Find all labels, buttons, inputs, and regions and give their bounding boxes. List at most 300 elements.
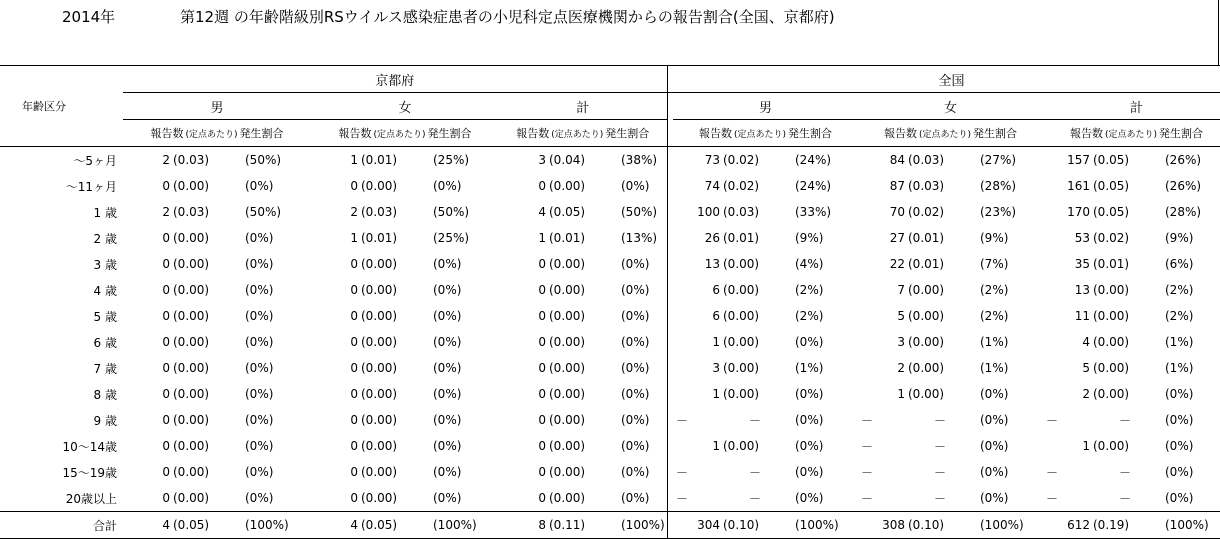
count-cell: 0 bbox=[350, 439, 358, 453]
rate-cell: (0.05) bbox=[173, 512, 237, 539]
pct-cell: (0%) bbox=[621, 179, 650, 193]
pct-cell: (1%) bbox=[980, 361, 1009, 375]
pct-cell: (7%) bbox=[980, 257, 1009, 271]
count-cell: 1 bbox=[1082, 439, 1090, 453]
count-cell: 0 bbox=[538, 439, 546, 453]
age-cell: 2 歳 bbox=[93, 231, 117, 246]
count-cell: 27 bbox=[889, 231, 905, 245]
count-cell: 170 bbox=[1067, 205, 1090, 219]
pct-cell: (0%) bbox=[795, 465, 824, 479]
count-cell: 100 bbox=[697, 205, 720, 219]
rate-cell: (0.00) bbox=[361, 361, 398, 375]
pct-cell: (25%) bbox=[433, 231, 470, 245]
rate-cell: (0.00) bbox=[361, 439, 398, 453]
pct-cell: (0%) bbox=[245, 387, 274, 401]
rate-cell: (0.01) bbox=[1093, 257, 1130, 271]
pct-cell: (0%) bbox=[1165, 439, 1194, 453]
pct-cell: (100%) bbox=[1157, 512, 1220, 539]
rate-cell: (0.01) bbox=[361, 231, 398, 245]
pct-cell: (0%) bbox=[621, 283, 650, 297]
pct-cell: (2%) bbox=[980, 283, 1009, 297]
count-cell: 1 bbox=[897, 387, 905, 401]
rate-cell: (0.00) bbox=[549, 491, 586, 505]
count-cell: 3 bbox=[897, 335, 905, 349]
rate-cell: (0.00) bbox=[173, 465, 210, 479]
rate-cell: (0.03) bbox=[908, 153, 945, 167]
count-cell: 0 bbox=[350, 335, 358, 349]
count-cell: 0 bbox=[162, 257, 170, 271]
pct-cell: (0%) bbox=[245, 257, 274, 271]
age-cell: 9 歳 bbox=[93, 413, 117, 428]
rate-cell: (0.00) bbox=[549, 179, 586, 193]
report-table bbox=[0, 65, 1220, 539]
count-cell: 0 bbox=[162, 413, 170, 427]
pct-cell: (0%) bbox=[621, 465, 650, 479]
rate-cell: (0.00) bbox=[1093, 309, 1130, 323]
rate-cell: (0.03) bbox=[173, 153, 210, 167]
table-row bbox=[0, 355, 1220, 381]
pct-cell: (0%) bbox=[245, 283, 274, 297]
pct-cell: (0%) bbox=[621, 257, 650, 271]
count-cell: 1 bbox=[538, 231, 546, 245]
rate-cell: (0.00) bbox=[1093, 283, 1130, 297]
count-cell: 0 bbox=[538, 361, 546, 375]
pct-cell: (24%) bbox=[795, 179, 832, 193]
pct-cell: (0%) bbox=[795, 491, 824, 505]
count-cell: 0 bbox=[350, 491, 358, 505]
rate-cell: (0.00) bbox=[723, 335, 760, 349]
count-cell: 11 bbox=[1074, 309, 1090, 323]
rate-cell: (0.00) bbox=[723, 387, 760, 401]
count-cell: 304 bbox=[673, 512, 723, 539]
rate-cell: － bbox=[933, 439, 946, 454]
rate-cell: (0.00) bbox=[173, 439, 210, 453]
count-cell: 0 bbox=[350, 465, 358, 479]
pct-cell: (2%) bbox=[1165, 309, 1194, 323]
rate-cell: (0.10) bbox=[723, 512, 787, 539]
rate-cell: － bbox=[1118, 491, 1131, 506]
rate-cell: (0.05) bbox=[1093, 205, 1130, 219]
pct-cell: (50%) bbox=[245, 205, 282, 219]
pct-cell: (33%) bbox=[795, 205, 832, 219]
rate-cell: (0.00) bbox=[549, 465, 586, 479]
sub-header-group bbox=[673, 120, 858, 147]
table-row bbox=[0, 459, 1220, 485]
sub-header-rate: (定点あたり) bbox=[918, 129, 972, 140]
sub-header-rate: (定点あたり) bbox=[733, 129, 787, 140]
sex-header-row bbox=[0, 93, 1220, 120]
pct-cell: (50%) bbox=[433, 205, 470, 219]
count-cell: 87 bbox=[889, 179, 905, 193]
pct-cell: (100%) bbox=[237, 512, 311, 539]
rate-cell: (0.00) bbox=[549, 413, 586, 427]
rate-cell: (0.00) bbox=[723, 439, 760, 453]
rate-cell: (0.05) bbox=[1093, 153, 1130, 167]
count-cell: 612 bbox=[1043, 512, 1093, 539]
pct-cell: (0%) bbox=[795, 335, 824, 349]
pct-cell: (13%) bbox=[621, 231, 658, 245]
pct-cell: (25%) bbox=[433, 153, 470, 167]
pct-cell: (0%) bbox=[245, 491, 274, 505]
count-cell: － bbox=[676, 413, 689, 428]
count-cell: 35 bbox=[1074, 257, 1090, 271]
rate-cell: (0.00) bbox=[549, 335, 586, 349]
pct-cell: (0%) bbox=[245, 439, 274, 453]
count-cell: 4 bbox=[123, 512, 173, 539]
rate-cell: (0.00) bbox=[549, 309, 586, 323]
rate-cell: (0.00) bbox=[361, 309, 398, 323]
count-cell: 0 bbox=[538, 413, 546, 427]
pct-cell: (0%) bbox=[245, 361, 274, 375]
pct-cell: (0%) bbox=[245, 465, 274, 479]
count-cell: 0 bbox=[162, 335, 170, 349]
rate-cell: － bbox=[748, 413, 761, 428]
pct-cell: (0%) bbox=[433, 335, 462, 349]
rate-cell: (0.00) bbox=[723, 283, 760, 297]
count-cell: 2 bbox=[162, 153, 170, 167]
rate-cell: (0.00) bbox=[723, 257, 760, 271]
sub-header-rate: (定点あたり) bbox=[1104, 129, 1158, 140]
pct-cell: (0%) bbox=[433, 283, 462, 297]
pct-cell: (28%) bbox=[1165, 205, 1202, 219]
table-row bbox=[0, 433, 1220, 459]
table-row bbox=[0, 147, 1220, 174]
sex-header-kyoto-male: 男 bbox=[123, 93, 311, 120]
sub-header-rate: (定点あたり) bbox=[373, 129, 426, 140]
table-row bbox=[0, 329, 1220, 355]
count-cell: 0 bbox=[162, 309, 170, 323]
pct-cell: (0%) bbox=[621, 439, 650, 453]
count-cell: 1 bbox=[712, 335, 720, 349]
count-cell: 1 bbox=[712, 387, 720, 401]
sex-header-national-total: 計 bbox=[1043, 93, 1220, 120]
rate-cell: － bbox=[748, 491, 761, 506]
pct-cell: (0%) bbox=[795, 413, 824, 427]
rate-cell: (0.00) bbox=[723, 309, 760, 323]
pct-cell: (0%) bbox=[795, 439, 824, 453]
pct-cell: (0%) bbox=[621, 413, 650, 427]
rate-cell: (0.00) bbox=[173, 387, 210, 401]
count-cell: 73 bbox=[704, 153, 720, 167]
count-cell: 0 bbox=[538, 309, 546, 323]
pct-cell: (0%) bbox=[1165, 387, 1194, 401]
pct-cell: (0%) bbox=[433, 309, 462, 323]
count-cell: 0 bbox=[538, 283, 546, 297]
age-cell: 1 歳 bbox=[93, 205, 117, 220]
pct-cell: (0%) bbox=[621, 491, 650, 505]
count-cell: 0 bbox=[538, 465, 546, 479]
table-row bbox=[0, 199, 1220, 225]
rate-cell: － bbox=[933, 465, 946, 480]
title-row bbox=[0, 6, 1220, 28]
count-cell: 0 bbox=[162, 179, 170, 193]
pct-cell: (2%) bbox=[980, 309, 1009, 323]
sub-header-pct: 発生割合 bbox=[427, 127, 472, 140]
count-cell: 2 bbox=[897, 361, 905, 375]
rate-cell: (0.05) bbox=[549, 205, 586, 219]
count-cell: 0 bbox=[350, 387, 358, 401]
table-row bbox=[0, 407, 1220, 433]
count-cell: 0 bbox=[162, 361, 170, 375]
pct-cell: (0%) bbox=[245, 231, 274, 245]
pct-cell: (4%) bbox=[795, 257, 824, 271]
region-header-national: 全国 bbox=[673, 66, 1220, 93]
rate-cell: (0.00) bbox=[361, 335, 398, 349]
sub-header-pct: 発生割合 bbox=[1159, 127, 1204, 140]
pct-cell: (0%) bbox=[433, 439, 462, 453]
sub-header-pct: 発生割合 bbox=[239, 127, 284, 140]
rate-cell: － bbox=[1118, 413, 1131, 428]
count-cell: 4 bbox=[311, 512, 361, 539]
rate-cell: (0.00) bbox=[361, 283, 398, 297]
count-cell: 3 bbox=[712, 361, 720, 375]
table-row bbox=[0, 277, 1220, 303]
pct-cell: (0%) bbox=[433, 257, 462, 271]
pct-cell: (100%) bbox=[787, 512, 858, 539]
rate-cell: (0.00) bbox=[723, 361, 760, 375]
pct-cell: (0%) bbox=[245, 309, 274, 323]
sub-header-count: 報告数 bbox=[1069, 127, 1103, 140]
rate-cell: (0.00) bbox=[173, 179, 210, 193]
pct-cell: (50%) bbox=[245, 153, 282, 167]
pct-cell: (9%) bbox=[795, 231, 824, 245]
count-cell: 0 bbox=[162, 231, 170, 245]
rate-cell: － bbox=[1118, 465, 1131, 480]
rate-cell: (0.01) bbox=[908, 257, 945, 271]
rate-cell: (0.01) bbox=[549, 231, 586, 245]
rate-cell: － bbox=[933, 491, 946, 506]
sub-header-group bbox=[858, 120, 1043, 147]
age-cell: 7 歳 bbox=[93, 361, 117, 376]
pct-cell: (0%) bbox=[980, 439, 1009, 453]
count-cell: 0 bbox=[350, 413, 358, 427]
pct-cell: (0%) bbox=[245, 179, 274, 193]
count-cell: 0 bbox=[162, 387, 170, 401]
age-cell: 6 歳 bbox=[93, 335, 117, 350]
pct-cell: (0%) bbox=[433, 361, 462, 375]
rate-cell: (0.10) bbox=[908, 512, 972, 539]
age-cell: 合計 bbox=[0, 512, 123, 539]
rate-cell: (0.00) bbox=[361, 179, 398, 193]
count-cell: 0 bbox=[350, 309, 358, 323]
rate-cell: (0.03) bbox=[723, 205, 760, 219]
rate-cell: (0.00) bbox=[173, 257, 210, 271]
pct-cell: (1%) bbox=[795, 361, 824, 375]
rate-cell: (0.00) bbox=[908, 387, 945, 401]
count-cell: 0 bbox=[538, 387, 546, 401]
count-cell: 0 bbox=[162, 491, 170, 505]
rate-cell: (0.00) bbox=[549, 387, 586, 401]
rate-cell: (0.00) bbox=[1093, 387, 1130, 401]
rate-cell: (0.00) bbox=[173, 231, 210, 245]
sub-header-pct: 発生割合 bbox=[605, 127, 650, 140]
table-row bbox=[0, 251, 1220, 277]
pct-cell: (0%) bbox=[980, 465, 1009, 479]
rate-cell: (0.00) bbox=[361, 387, 398, 401]
count-cell: 7 bbox=[897, 283, 905, 297]
count-cell: － bbox=[676, 465, 689, 480]
sub-header-group bbox=[123, 120, 311, 147]
rate-cell: (0.00) bbox=[361, 413, 398, 427]
count-cell: － bbox=[1046, 465, 1059, 480]
count-cell: 6 bbox=[712, 309, 720, 323]
sub-header-count: 報告数 bbox=[516, 127, 550, 140]
count-cell: 308 bbox=[858, 512, 908, 539]
rate-cell: (0.00) bbox=[908, 335, 945, 349]
sub-header-pct: 発生割合 bbox=[973, 127, 1018, 140]
count-cell: 74 bbox=[704, 179, 720, 193]
pct-cell: (50%) bbox=[621, 205, 658, 219]
rate-cell: (0.01) bbox=[361, 153, 398, 167]
age-cell: 5 歳 bbox=[93, 309, 117, 324]
pct-cell: (0%) bbox=[1165, 491, 1194, 505]
rate-cell: － bbox=[748, 465, 761, 480]
pct-cell: (0%) bbox=[621, 335, 650, 349]
sex-header-kyoto-female: 女 bbox=[311, 93, 499, 120]
pct-cell: (0%) bbox=[433, 387, 462, 401]
count-cell: 5 bbox=[897, 309, 905, 323]
pct-cell: (0%) bbox=[795, 387, 824, 401]
rate-cell: (0.00) bbox=[1093, 439, 1130, 453]
sex-header-national-female: 女 bbox=[858, 93, 1043, 120]
count-cell: － bbox=[861, 465, 874, 480]
rate-cell: (0.00) bbox=[1093, 361, 1130, 375]
pct-cell: (100%) bbox=[972, 512, 1043, 539]
pct-cell: (9%) bbox=[1165, 231, 1194, 245]
pct-cell: (1%) bbox=[980, 335, 1009, 349]
pct-cell: (9%) bbox=[980, 231, 1009, 245]
pct-cell: (0%) bbox=[621, 387, 650, 401]
count-cell: 3 bbox=[538, 153, 546, 167]
rate-cell: (0.02) bbox=[1093, 231, 1130, 245]
pct-cell: (0%) bbox=[245, 413, 274, 427]
count-cell: 0 bbox=[350, 257, 358, 271]
pct-cell: (6%) bbox=[1165, 257, 1194, 271]
region-header-row bbox=[0, 66, 1220, 93]
rate-cell: (0.02) bbox=[723, 153, 760, 167]
count-cell: 1 bbox=[350, 153, 358, 167]
count-cell: － bbox=[861, 439, 874, 454]
count-cell: － bbox=[1046, 413, 1059, 428]
count-cell: 161 bbox=[1067, 179, 1090, 193]
pct-cell: (1%) bbox=[1165, 335, 1194, 349]
pct-cell: (24%) bbox=[795, 153, 832, 167]
pct-cell: (100%) bbox=[613, 512, 667, 539]
count-cell: 13 bbox=[704, 257, 720, 271]
count-cell: 84 bbox=[889, 153, 905, 167]
pct-cell: (0%) bbox=[1165, 465, 1194, 479]
pct-cell: (100%) bbox=[425, 512, 499, 539]
pct-cell: (0%) bbox=[621, 361, 650, 375]
pct-cell: (0%) bbox=[621, 309, 650, 323]
count-cell: 0 bbox=[538, 257, 546, 271]
count-cell: 2 bbox=[350, 205, 358, 219]
count-cell: 157 bbox=[1067, 153, 1090, 167]
sub-header-count: 報告数 bbox=[150, 127, 184, 140]
rate-cell: (0.05) bbox=[361, 512, 425, 539]
count-cell: 4 bbox=[538, 205, 546, 219]
rate-cell: (0.00) bbox=[173, 361, 210, 375]
rate-cell: (0.00) bbox=[549, 361, 586, 375]
count-cell: － bbox=[861, 491, 874, 506]
rate-cell: (0.01) bbox=[908, 231, 945, 245]
rate-cell: (0.00) bbox=[173, 283, 210, 297]
rate-cell: (0.00) bbox=[549, 439, 586, 453]
sex-header-kyoto-total: 計 bbox=[499, 93, 667, 120]
count-cell: 0 bbox=[350, 361, 358, 375]
pct-cell: (0%) bbox=[980, 413, 1009, 427]
table-row-total bbox=[0, 512, 1220, 539]
rate-cell: (0.00) bbox=[173, 335, 210, 349]
rate-cell: (0.00) bbox=[1093, 335, 1130, 349]
table-row bbox=[0, 173, 1220, 199]
age-cell: 8 歳 bbox=[93, 387, 117, 402]
rate-cell: (0.00) bbox=[908, 361, 945, 375]
count-cell: 4 bbox=[1082, 335, 1090, 349]
pct-cell: (23%) bbox=[980, 205, 1017, 219]
pct-cell: (2%) bbox=[795, 309, 824, 323]
region-header-kyoto: 京都府 bbox=[123, 66, 667, 93]
count-cell: － bbox=[676, 491, 689, 506]
age-cell: ～11ヶ月 bbox=[65, 179, 117, 194]
table-row bbox=[0, 381, 1220, 407]
count-cell: 26 bbox=[704, 231, 720, 245]
count-cell: 2 bbox=[162, 205, 170, 219]
report-title: 第12週 の年齢階級別RSウイルス感染症患者の小児科定点医療機関からの報告割合(全国、京都府) bbox=[180, 8, 835, 26]
pct-cell: (2%) bbox=[1165, 283, 1194, 297]
rate-cell: (0.04) bbox=[549, 153, 586, 167]
rate-cell: (0.00) bbox=[173, 309, 210, 323]
table-row bbox=[0, 485, 1220, 512]
right-edge-line bbox=[1218, 0, 1219, 66]
count-cell: 0 bbox=[162, 283, 170, 297]
pct-cell: (0%) bbox=[980, 387, 1009, 401]
sub-header-rate: (定点あたり) bbox=[551, 129, 604, 140]
sub-header-group bbox=[499, 120, 667, 147]
rate-cell: (0.00) bbox=[908, 309, 945, 323]
rate-cell: (0.03) bbox=[361, 205, 398, 219]
age-cell: 4 歳 bbox=[93, 283, 117, 298]
age-cell: 20歳以上 bbox=[65, 491, 117, 506]
sex-header-national-male: 男 bbox=[673, 93, 858, 120]
count-cell: 6 bbox=[712, 283, 720, 297]
rate-cell: (0.02) bbox=[723, 179, 760, 193]
table-row bbox=[0, 225, 1220, 251]
count-cell: 0 bbox=[162, 439, 170, 453]
pct-cell: (0%) bbox=[433, 179, 462, 193]
count-cell: 0 bbox=[538, 491, 546, 505]
count-cell: 1 bbox=[712, 439, 720, 453]
report-year: 2014年 bbox=[62, 8, 116, 26]
count-cell: 1 bbox=[350, 231, 358, 245]
sub-header-pct: 発生割合 bbox=[788, 127, 833, 140]
sub-header-count: 報告数 bbox=[883, 127, 917, 140]
rate-cell: (0.01) bbox=[723, 231, 760, 245]
pct-cell: (0%) bbox=[980, 491, 1009, 505]
sub-header-group bbox=[311, 120, 499, 147]
rate-cell: (0.03) bbox=[173, 205, 210, 219]
count-cell: 8 bbox=[499, 512, 549, 539]
count-cell: － bbox=[861, 413, 874, 428]
count-cell: 13 bbox=[1074, 283, 1090, 297]
pct-cell: (2%) bbox=[795, 283, 824, 297]
count-cell: 2 bbox=[1082, 387, 1090, 401]
rate-cell: － bbox=[933, 413, 946, 428]
rate-cell: (0.00) bbox=[361, 465, 398, 479]
rate-cell: (0.00) bbox=[908, 283, 945, 297]
count-cell: 0 bbox=[350, 283, 358, 297]
sub-header-group bbox=[1043, 120, 1220, 147]
